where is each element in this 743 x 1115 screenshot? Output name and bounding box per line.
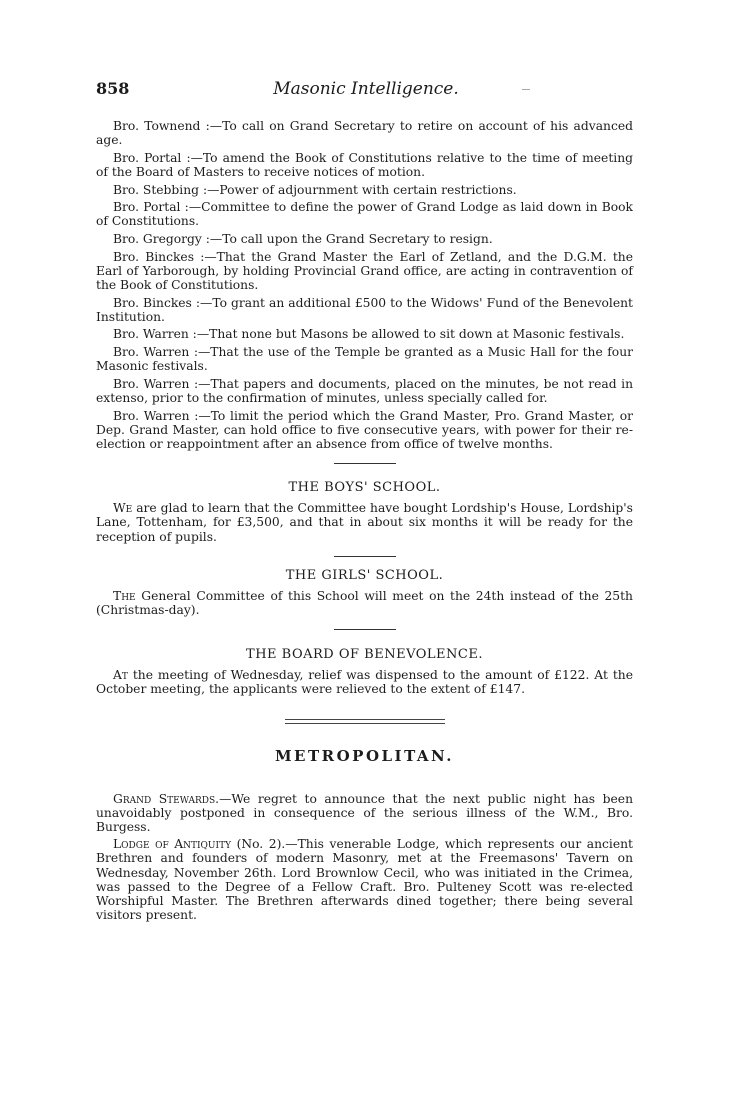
motion-paragraph: Bro. Warren :—To limit the period which the Grand Master, Pro. Grand Master, or Dep. Grand Master, can hold office to five consecutive years, with power for their re-election or reappointment after an absence from office of twelve months.	[96, 408, 633, 451]
motion-paragraph: Bro. Portal :—Committee to define the power of Grand Lodge as laid down in Book of Constitutions.	[96, 200, 633, 229]
board-paragraph	[96, 668, 633, 696]
paragraph-text: are glad to learn that the Committee have bought Lordship's House, Lordship's Lane, Tottenham, for £3,500, and that in about six months it will be ready for the reception of pupils.	[96, 501, 633, 544]
motion-paragraph: Bro. Portal :—To amend the Book of Constitutions relative to the time of meeting of the Board of Masters to receive notices of motion.	[96, 150, 633, 179]
section-divider	[334, 463, 396, 464]
lodge-antiquity-paragraph	[96, 837, 633, 922]
paragraph-text: the meeting of Wednesday, relief was dispensed to the amount of £122. At the October meeting, the applicants were relieved to the extent of £147.	[96, 668, 633, 697]
girls-school-paragraph	[96, 589, 633, 617]
motion-paragraph: Bro. Warren :—That the use of the Temple be granted as a Music Hall for the four Masonic festivals.	[96, 344, 633, 374]
page-body	[96, 119, 633, 925]
grand-stewards-paragraph	[96, 792, 633, 835]
paragraph-text: (No. 2).—This venerable Lodge, which represents our ancient Brethren and founders of modern Masonry, met at the Freemasons' Tavern on Wednesday, November 26th. Lord Brownlow Cecil, who was initiated in the Crimea, was passed to the Degree of a Fellow Craft. Bro. Pulteney Scott was re-elected Worshipful Master. The Brethren afterwards dined together; there being several visitors present.	[96, 837, 633, 923]
paragraph-text: —We regret to announce that the next public night has been unavoidably postponed in consequence of the serious illness of the W.M., Bro. Burgess.	[96, 791, 633, 834]
motions-list	[96, 119, 633, 451]
running-title: Masonic Intelligence.	[273, 79, 459, 99]
page-header	[96, 79, 636, 101]
motion-paragraph: Bro. Stebbing :—Power of adjournment with certain restrictions.	[113, 182, 517, 197]
section-divider	[334, 556, 396, 557]
motion-paragraph: Bro. Binckes :—That the Grand Master the Earl of Zetland, and the D.G.M. the Earl of Yarborough, by holding Provincial Grand office, are acting in contravention of the Book of Constitutions.	[96, 249, 633, 292]
girls-school-heading: THE GIRLS' SCHOOL.	[285, 567, 444, 583]
motion-paragraph: Bro. Gregorgy :—To call upon the Grand Secretary to resign.	[113, 231, 493, 246]
lead-phrase: Grand Stewards.	[113, 791, 220, 806]
section-divider	[334, 629, 396, 630]
motion-paragraph: Bro. Townend :—To call on Grand Secretary to retire on account of his advanced age.	[96, 119, 633, 148]
scan-mark	[522, 89, 530, 90]
boys-school-heading: THE BOYS' SCHOOL.	[288, 480, 441, 496]
metropolitan-heading: METROPOLITAN.	[274, 746, 455, 765]
board-heading: THE BOARD OF BENEVOLENCE.	[246, 647, 483, 663]
lead-word: We	[113, 501, 133, 516]
paragraph-text: General Committee of this School will meet on the 24th instead of the 25th (Christmas-day).	[96, 588, 633, 617]
motion-paragraph: Bro. Binckes :—To grant an additional £500 to the Widows' Fund of the Benevolent Institution.	[96, 295, 633, 324]
motion-paragraph: Bro. Warren :—That papers and documents, placed on the minutes, be not read in extenso, prior to the confirmation of minutes, unless specially called for.	[96, 376, 633, 405]
page-number: 858	[96, 79, 130, 98]
boys-school-paragraph	[96, 501, 633, 544]
motion-paragraph: Bro. Warren :—That none but Masons be allowed to sit down at Masonic festivals.	[113, 327, 625, 342]
lead-word: At	[113, 668, 128, 683]
lead-phrase: Lodge of Antiquity	[113, 837, 232, 852]
double-rule	[285, 719, 445, 727]
metropolitan-section	[96, 792, 633, 923]
lead-word: The	[113, 588, 136, 603]
